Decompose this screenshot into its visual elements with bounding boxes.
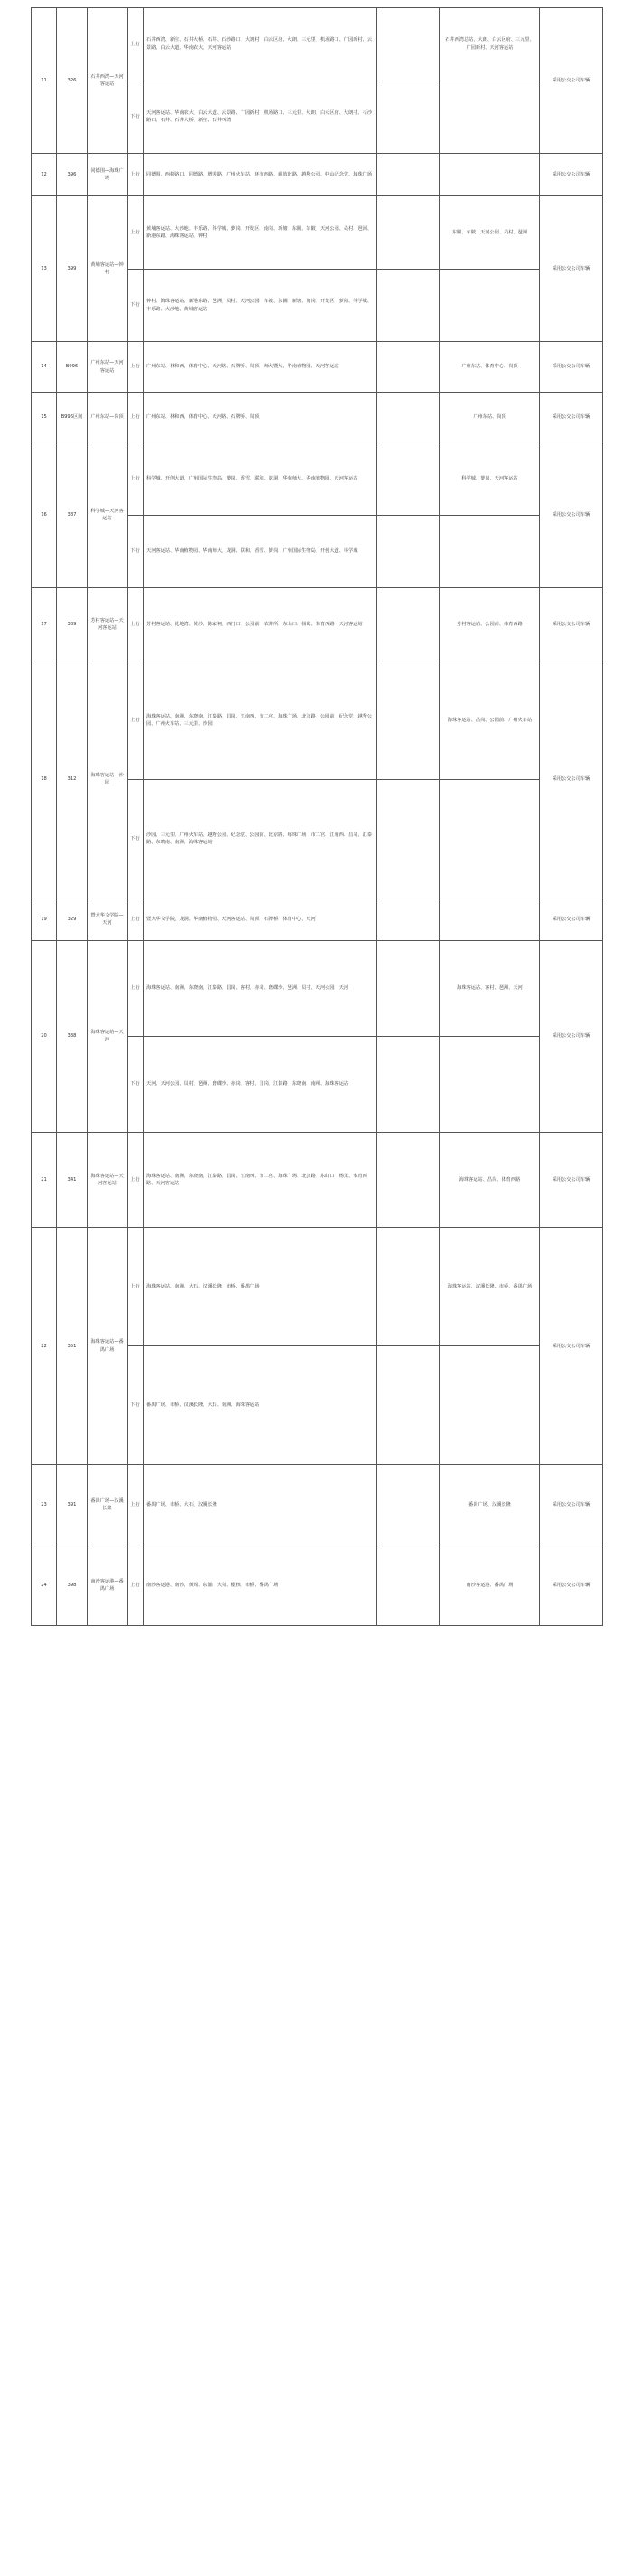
transfer-stops: 石井西湾总站、大朗、白云区府、三元里、广园新村、天河客运站: [440, 8, 540, 81]
route-number: 17: [32, 588, 57, 661]
transfer-stops: 芳村客运站、公园前、体育西路: [440, 588, 540, 661]
route-code: 338: [57, 940, 88, 1132]
stop-list: 番禺广场、市桥、大石、汉溪长隆: [144, 1465, 377, 1545]
route-name: 科学城—天河客运站: [88, 442, 128, 588]
stop-list: 暨大华文学院、龙洞、华南植物园、天河客运站、岗顶、石牌桥、体育中心、天河: [144, 898, 377, 940]
operator-note: 采用公交公司车辆: [540, 342, 603, 392]
stop-list: 天河客运站、华南农大、白云大道、云景路、广园新村、机场路口、三元里、大朗、白云区府、大朗村、石沙路口、石井、石井大桥、新庄、石井西湾: [144, 81, 377, 154]
route-number: 24: [32, 1545, 57, 1626]
operator-note: 采用公交公司车辆: [540, 1228, 603, 1465]
stop-list: 海珠客运站、南洲、大石、汉溪长隆、市桥、番禺广场: [144, 1228, 377, 1346]
route-name: 暨大华文学院—天河: [88, 898, 128, 940]
route-table: [31, 7, 603, 1626]
stop-list: 南沙客运港、南沙、黄阁、东涌、大岗、榄核、市桥、番禺广场: [144, 1545, 377, 1626]
route-code: 341: [57, 1132, 88, 1228]
direction-label: 上行: [128, 588, 144, 661]
stop-list: 钟村、海珠客运站、新港东路、琶洲、员村、天河公园、车陂、东圃、新塘、南岗、开发区、萝岗、科学城、丰乐路、大沙地、黄埔客运站: [144, 269, 377, 342]
route-code: B996: [57, 342, 88, 392]
operator-note: 采用公交公司车辆: [540, 1465, 603, 1545]
route-name: 广州东站—天河客运站: [88, 342, 128, 392]
direction-label: 下行: [128, 779, 144, 898]
route-name: 海珠客运站—天河: [88, 940, 128, 1132]
stop-list: 沙园、三元里、广州火车站、越秀公园、纪念堂、公园前、北京路、海珠广场、市二宫、江南西、昌岗、江泰路、东晓南、南洲、海珠客运站: [144, 779, 377, 898]
direction-label: 下行: [128, 269, 144, 342]
route-number: 23: [32, 1465, 57, 1545]
transfer-stops: [440, 898, 540, 940]
operator-note: 采用公交公司车辆: [540, 154, 603, 196]
direction-label: 上行: [128, 342, 144, 392]
transfer-stops: 东圃、车陂、天河公园、员村、琶洲: [440, 196, 540, 270]
transfer-stops: [440, 779, 540, 898]
transfer-stops: 番禺广场、汉溪长隆: [440, 1465, 540, 1545]
direction-label: 上行: [128, 154, 144, 196]
route-row: [32, 342, 603, 392]
transfer-stops: [440, 515, 540, 588]
transfer-note: [377, 779, 440, 898]
transfer-note: [377, 661, 440, 779]
route-number: 15: [32, 392, 57, 442]
stop-list: 科学城、开创大道、广州国际生物岛、萝岗、香雪、联和、龙洞、华南师大、华南植物园、天河客运站: [144, 442, 377, 516]
stop-list: 番禺广场、市桥、汉溪长隆、大石、南洲、海珠客运站: [144, 1346, 377, 1465]
operator-note: 采用公交公司车辆: [540, 442, 603, 588]
transfer-stops: 南沙客运港、番禺广场: [440, 1545, 540, 1626]
route-number: 21: [32, 1132, 57, 1228]
transfer-stops: [440, 1036, 540, 1132]
route-code: 399: [57, 196, 88, 342]
transfer-note: [377, 81, 440, 154]
route-code: 391: [57, 1465, 88, 1545]
route-name: 石井西湾—天河客运站: [88, 8, 128, 154]
route-name: 番禺广场—汉溪长隆: [88, 1465, 128, 1545]
direction-label: 上行: [128, 1465, 144, 1545]
route-row: [32, 442, 603, 516]
route-number: 22: [32, 1228, 57, 1465]
route-row: [32, 1132, 603, 1228]
stop-list: 石井西湾、新庄、石井大桥、石井、石沙路口、大朗村、白云区府、大朗、三元里、机场路口、广园新村、云景路、白云大道、华南农大、天河客运站: [144, 8, 377, 81]
direction-label: 上行: [128, 940, 144, 1036]
direction-label: 上行: [128, 392, 144, 442]
direction-label: 上行: [128, 1228, 144, 1346]
route-number: 11: [32, 8, 57, 154]
transfer-note: [377, 1132, 440, 1228]
route-code: 351: [57, 1228, 88, 1465]
transfer-note: [377, 392, 440, 442]
route-name: 海珠客运站—沙园: [88, 661, 128, 898]
route-row: [32, 154, 603, 196]
transfer-stops: 海珠客运站、昌岗、公园前、广州火车站: [440, 661, 540, 779]
operator-note: 采用公交公司车辆: [540, 1545, 603, 1626]
stop-list: 天河客运站、华南植物园、华南师大、龙洞、联和、香雪、萝岗、广州国际生物岛、开创大道、科学城: [144, 515, 377, 588]
operator-note: 采用公交公司车辆: [540, 898, 603, 940]
transfer-note: [377, 1545, 440, 1626]
direction-label: 上行: [128, 196, 144, 270]
stop-list: 海珠客运站、南洲、东晓南、江泰路、昌岗、江南西、市二宫、海珠广场、北京路、公园前、纪念堂、越秀公园、广州火车站、三元里、沙园: [144, 661, 377, 779]
stop-list: 广州东站、林和西、体育中心、天河路、石牌桥、岗顶、师大暨大、华南植物园、天河客运站: [144, 342, 377, 392]
transfer-note: [377, 154, 440, 196]
stop-list: 同德围、西槎路口、同德路、增槎路、广州火车站、环市西路、解放北路、越秀公园、中山纪念堂、海珠广场: [144, 154, 377, 196]
route-code: 389: [57, 588, 88, 661]
transfer-stops: 海珠客运站、客村、琶洲、天河: [440, 940, 540, 1036]
route-row: [32, 940, 603, 1036]
route-row: [32, 392, 603, 442]
direction-label: 上行: [128, 8, 144, 81]
route-row: [32, 1465, 603, 1545]
transfer-note: [377, 1036, 440, 1132]
transfer-stops: [440, 154, 540, 196]
route-row: [32, 1545, 603, 1626]
operator-note: 采用公交公司车辆: [540, 8, 603, 154]
transfer-note: [377, 1465, 440, 1545]
route-name: 南沙客运港—番禺广场: [88, 1545, 128, 1626]
route-row: [32, 1228, 603, 1346]
stop-list: 芳村客运站、花地湾、黄沙、陈家祠、西门口、公园前、农讲所、东山口、杨箕、体育西路、天河客运站: [144, 588, 377, 661]
route-code: 326: [57, 8, 88, 154]
direction-label: 上行: [128, 661, 144, 779]
route-code: B996区间: [57, 392, 88, 442]
route-number: 13: [32, 196, 57, 342]
route-table-page: [31, 7, 602, 1626]
route-number: 19: [32, 898, 57, 940]
transfer-note: [377, 515, 440, 588]
direction-label: 上行: [128, 1545, 144, 1626]
transfer-note: [377, 1346, 440, 1465]
route-row: [32, 588, 603, 661]
transfer-note: [377, 442, 440, 516]
operator-note: 采用公交公司车辆: [540, 392, 603, 442]
transfer-note: [377, 588, 440, 661]
stop-list: 海珠客运站、南洲、东晓南、江泰路、昌岗、江南西、市二宫、海珠广场、北京路、东山口、杨箕、体育西路、天河客运站: [144, 1132, 377, 1228]
route-code: 396: [57, 154, 88, 196]
transfer-note: [377, 1228, 440, 1346]
direction-label: 下行: [128, 1036, 144, 1132]
stop-list: 天河、天河公园、员村、琶洲、磨碟沙、赤岗、客村、昌岗、江泰路、东晓南、南洲、海珠客运站: [144, 1036, 377, 1132]
route-number: 16: [32, 442, 57, 588]
transfer-stops: [440, 1346, 540, 1465]
transfer-stops: 海珠客运站、昌岗、体育西路: [440, 1132, 540, 1228]
transfer-stops: 科学城、萝岗、天河客运站: [440, 442, 540, 516]
operator-note: 采用公交公司车辆: [540, 661, 603, 898]
stop-list: 黄埔客运站、大沙地、丰乐路、科学城、萝岗、开发区、南岗、新塘、东圃、车陂、天河公园、员村、琶洲、新港东路、海珠客运站、钟村: [144, 196, 377, 270]
route-table-body: [32, 8, 603, 1626]
operator-note: 采用公交公司车辆: [540, 196, 603, 342]
route-code: 312: [57, 661, 88, 898]
direction-label: 下行: [128, 81, 144, 154]
transfer-note: [377, 898, 440, 940]
transfer-stops: [440, 81, 540, 154]
route-number: 14: [32, 342, 57, 392]
transfer-note: [377, 8, 440, 81]
route-number: 12: [32, 154, 57, 196]
route-row: [32, 8, 603, 81]
route-name: 海珠客运站—天河客运站: [88, 1132, 128, 1228]
transfer-note: [377, 196, 440, 270]
transfer-note: [377, 940, 440, 1036]
route-code: 329: [57, 898, 88, 940]
stop-list: 海珠客运站、南洲、东晓南、江泰路、昌岗、客村、赤岗、磨碟沙、琶洲、员村、天河公园、天河: [144, 940, 377, 1036]
route-name: 海珠客运站—番禺广场: [88, 1228, 128, 1465]
direction-label: 下行: [128, 515, 144, 588]
route-row: [32, 661, 603, 779]
route-code: 398: [57, 1545, 88, 1626]
operator-note: 采用公交公司车辆: [540, 588, 603, 661]
transfer-stops: 广州东站、体育中心、岗顶: [440, 342, 540, 392]
stop-list: 广州东站、林和西、体育中心、天河路、石牌桥、岗顶: [144, 392, 377, 442]
route-name: 黄埔客运站—钟村: [88, 196, 128, 342]
transfer-stops: [440, 269, 540, 342]
transfer-note: [377, 269, 440, 342]
direction-label: 上行: [128, 1132, 144, 1228]
route-row: [32, 196, 603, 270]
route-number: 18: [32, 661, 57, 898]
transfer-stops: 广州东站、岗顶: [440, 392, 540, 442]
route-name: 同德围—海珠广场: [88, 154, 128, 196]
transfer-note: [377, 342, 440, 392]
direction-label: 上行: [128, 898, 144, 940]
route-name: 芳村客运站—天河客运站: [88, 588, 128, 661]
transfer-stops: 海珠客运站、汉溪长隆、市桥、番禺广场: [440, 1228, 540, 1346]
direction-label: 下行: [128, 1346, 144, 1465]
route-number: 20: [32, 940, 57, 1132]
route-name: 广州东站—岗顶: [88, 392, 128, 442]
route-code: 387: [57, 442, 88, 588]
route-row: [32, 898, 603, 940]
operator-note: 采用公交公司车辆: [540, 940, 603, 1132]
operator-note: 采用公交公司车辆: [540, 1132, 603, 1228]
direction-label: 上行: [128, 442, 144, 516]
